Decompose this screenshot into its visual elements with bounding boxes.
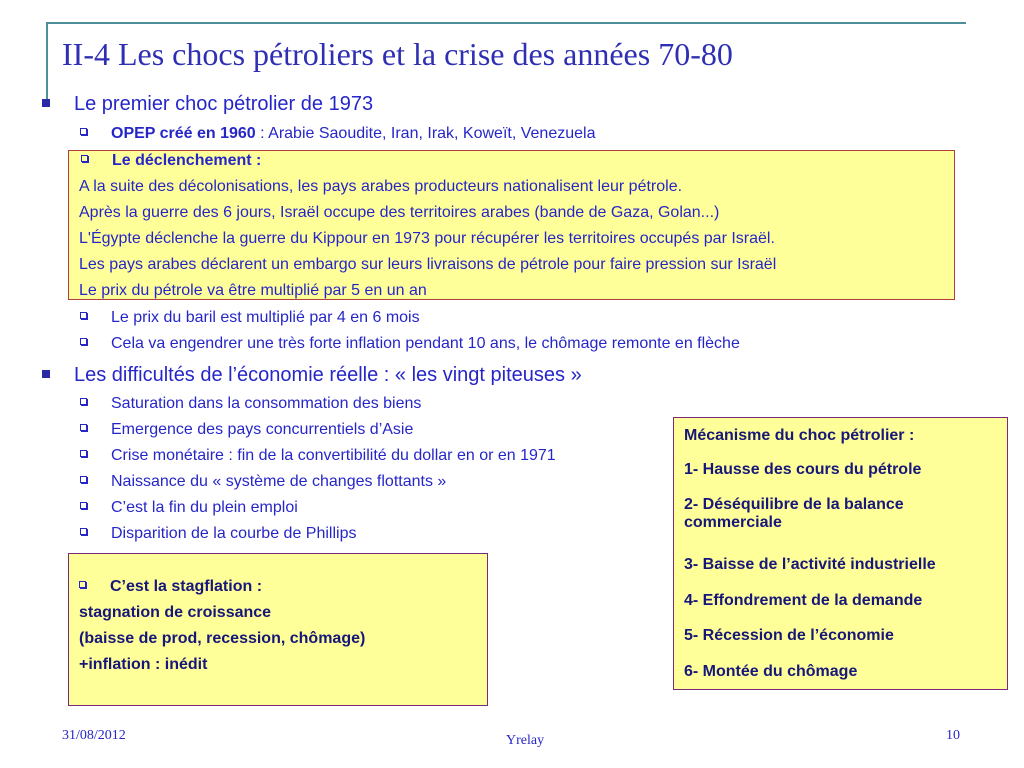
hollow-square-bullet-icon [81, 155, 88, 162]
declenchement-heading-item [81, 152, 261, 170]
title-frame-top [46, 22, 966, 24]
declenchement-line: Le prix du pétrole va être multiplié par 5 en un an [79, 282, 427, 299]
stagflation-line: stagnation de croissance [79, 604, 272, 621]
mechanism-heading: Mécanisme du choc pétrolier : [684, 427, 915, 444]
stagflation-heading: C’est la stagflation : [110, 578, 263, 595]
declenchement-box [68, 150, 955, 300]
mechanism-step: 4- Effondrement de la demande [684, 592, 923, 609]
stagflation-box [68, 553, 488, 706]
declenchement-line: A la suite des décolonisations, les pays arabes producteurs nationalisent leur pétrole. [79, 178, 683, 195]
section1-item-text: Cela va engendrer une très forte inflation pendant 10 ans, le chômage remonte en flèche [111, 335, 740, 352]
hollow-square-bullet-icon [80, 476, 87, 483]
page-number: 10 [946, 728, 960, 743]
stagflation-heading-item [79, 578, 262, 596]
section2-item-text: Emergence des pays concurrentiels d’Asie [111, 421, 414, 438]
section2-list-item [80, 473, 446, 491]
mechanism-step: 2- Déséquilibre de la balance commerciale [684, 496, 904, 531]
hollow-square-bullet-icon [80, 398, 87, 405]
hollow-square-bullet-icon [80, 128, 87, 135]
title-frame-left [46, 22, 48, 100]
declenchement-line: Les pays arabes déclarent un embargo sur leurs livraisons de pétrole pour faire pression sur Israël [79, 256, 777, 273]
section1-heading: Le premier choc pétrolier de 1973 [74, 93, 374, 115]
stagflation-line: +inflation : inédit [79, 656, 208, 673]
section2-item-text: Crise monétaire : fin de la convertibilité du dollar en or en 1971 [111, 447, 556, 464]
declenchement-line: Après la guerre des 6 jours, Israël occupe des territoires arabes (bande de Gaza, Golan...) [79, 204, 720, 221]
declenchement-heading: Le déclenchement : [112, 152, 262, 169]
hollow-square-bullet-icon [80, 312, 87, 319]
section2-heading-item [42, 364, 582, 387]
section2-list-item [80, 447, 556, 465]
section1-item-text: Le prix du baril est multiplié par 4 en 6 mois [111, 309, 420, 326]
slide-title: II-4 Les chocs pétroliers et la crise des années 70-80 [62, 36, 733, 72]
section2-list-item [80, 525, 356, 543]
section2-item-text: Saturation dans la consommation des biens [111, 395, 422, 412]
section2-item-text: Naissance du « système de changes flottants » [111, 473, 447, 490]
section1-list-item [80, 335, 740, 353]
hollow-square-bullet-icon [80, 528, 87, 535]
footer-author: Yrelay [506, 733, 545, 748]
section2-list-item [80, 395, 421, 413]
opep-bold-text: OPEP créé en 1960 [111, 125, 256, 142]
hollow-square-bullet-icon [80, 338, 87, 345]
mechanism-step: 5- Récession de l’économie [684, 627, 894, 644]
mechanism-step: 3- Baisse de l’activité industrielle [684, 556, 936, 573]
footer-date: 31/08/2012 [62, 728, 126, 743]
section2-list-item [80, 499, 298, 517]
hollow-square-bullet-icon [80, 424, 87, 431]
section2-item-text: C’est la fin du plein emploi [111, 499, 298, 516]
square-bullet-icon [42, 99, 50, 107]
square-bullet-icon [42, 370, 50, 378]
hollow-square-bullet-icon [79, 581, 86, 588]
section2-heading: Les difficultés de l’économie réelle : « les vingt piteuses » [74, 364, 582, 386]
opep-rest-text: : Arabie Saoudite, Iran, Irak, Koweït, Venezuela [255, 125, 596, 142]
stagflation-line: (baisse de prod, recession, chômage) [79, 630, 366, 647]
section1-list-item [80, 309, 420, 327]
mechanism-box [673, 417, 1008, 690]
section1-heading-item [42, 93, 373, 116]
hollow-square-bullet-icon [80, 450, 87, 457]
declenchement-line: L'Égypte déclenche la guerre du Kippour en 1973 pour récupérer les territoires occupés par Israël. [79, 230, 775, 247]
opep-item [80, 125, 595, 143]
section2-list-item [80, 421, 413, 439]
hollow-square-bullet-icon [80, 502, 87, 509]
mechanism-step: 6- Montée du chômage [684, 663, 858, 680]
mechanism-step: 1- Hausse des cours du pétrole [684, 461, 922, 478]
section2-item-text: Disparition de la courbe de Phillips [111, 525, 357, 542]
